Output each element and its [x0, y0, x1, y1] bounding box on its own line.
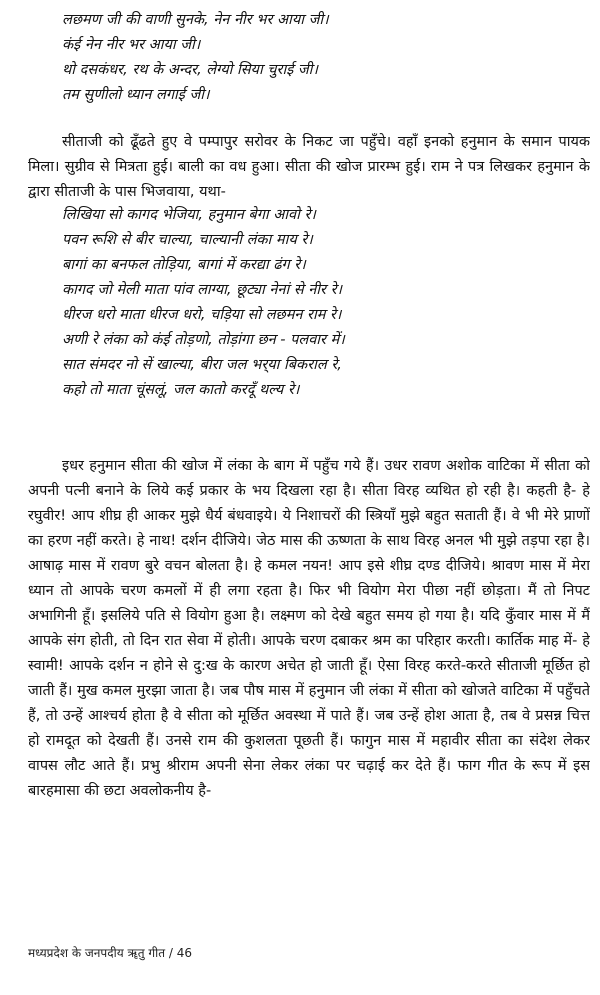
verse-line: धीरज धरो माता धीरज धरो, चड़िया सो लछमन राम रे।	[62, 307, 342, 323]
prose-paragraph-1: सीताजी को ढूँढते हुए वे पम्पापुर सरोवर के निकट जा पहुँचे। वहाँ इनको हनुमान के समान पायक मिला। सुग्रीव से मित्रता हुई। बाली का वध हुआ। सीता की खोज प्रारम्भ हुई। राम ने पत्र लिखकर हनुमान के द्वारा सीताजी के पास भिजवाया, यथा-	[28, 134, 590, 200]
verse-line: पवन रूशि से बीर चाल्या, चाल्यानी लंका माय रे।	[62, 232, 313, 248]
verse-line: तम सुणीलो ध्यान लगाई जी।	[62, 87, 210, 103]
verse-block-2	[62, 203, 582, 403]
verse-line: लछमण जी की वाणी सुनके, नेन नीर भर आया जी।	[62, 12, 329, 28]
verse-line: थो दसकंधर, रथ के अन्दर, लेग्यो सिया चुराई जी।	[62, 62, 318, 78]
verse-line: कंई नेन नीर भर आया जी।	[62, 37, 201, 53]
verse-line: कागद जो मेली माता पांव लाग्या, छूट्या नेनां से नीर रे।	[62, 282, 343, 298]
verse-block-1	[62, 8, 582, 108]
prose-paragraph-2: इधर हनुमान सीता की खोज में लंका के बाग में पहुँच गये हैं। उधर रावण अशोक वाटिका में सीता को अपनी पत्नी बनाने के लिये कई प्रकार के भय दिखला रहा है। सीता विरह व्यथित हो रही है। कहती है- हे रघुवीर! आप शीघ्र ही आकर मुझे धैर्य बंधवाइये। ये निशाचरों की स्त्रियाँ मुझे बहुत सताती हैं। वे भी मेरे प्राणों का हरण नहीं करते। हे नाथ! दर्शन दीजिये। जेठ मास की ऊष्णता के साथ विरह अनल भी मुझे तड़पा रहा है। आषाढ़ मास में रावण बुरे वचन बोलता है। हे कमल नयन! आप इसे शीघ्र दण्ड दीजिये। श्रावण मास में मेरा ध्यान तो आपके चरण कमलों में ही लगा रहता है। फिर भी वियोग मेरा पीछा नहीं छोड़ता। मैं तो निपट अभागिनी हूँ। इसलिये पति से वियोग हुआ है। लक्ष्मण को देखे बहुत समय हो गया है। यदि कुँवार मास में मैं आपके संग होती, तो दिन रात सेवा में होती। आपके चरण दबाकर श्रम का परिहार करती। कार्तिक माह में- हे स्वामी! आपके दर्शन न होने से दु:ख के कारण अचेत हो जाती हूँ। ऐसा विरह करते-करते सीताजी मूर्छित हो जाती हैं। मुख कमल मुरझा जाता है। जब पौष मास में हनुमान जी लंका में सीता को खोजते वाटिका में पहुँचते हैं, तो उन्हें आश्चर्य होता है वे सीता को मूर्छित अवस्था में पाते हैं। जब उन्हें होश आता है, तब वे प्रसन्न चित्त हो रामदूत को देखती हैं। उनसे राम की कुशलता पूछती हैं। फागुन मास में महावीर सीता का संदेश लेकर वापस लौट आते हैं। प्रभु श्रीराम अपनी सेना लेकर लंका पर चढ़ाई कर देते हैं। फाग गीत के रूप में इस बारहमासा की छटा अवलोकनीय है-	[28, 458, 590, 799]
verse-line: लिखिया सो कागद भेजिया, हनुमान बेगा आवो रे।	[62, 207, 316, 223]
verse-line: कहो तो माता चूंसलूं, जल कातो करदूँ थल्य रे।	[62, 382, 300, 398]
verse-line: सात संमदर नो सें खाल्या, बीरा जल भर्‌या बिकराल रे,	[62, 357, 342, 373]
verse-line: बागां का बनफल तोड़िया, बागां में करद्या ढंग रे।	[62, 257, 306, 273]
page-footer: मध्यप्रदेश के जनपदीय ॠतु गीत / 46	[28, 946, 193, 960]
verse-line: अणी रे लंका को कंई तोड़णो, तोड़ांगा छन - पलवार में।	[62, 332, 345, 348]
